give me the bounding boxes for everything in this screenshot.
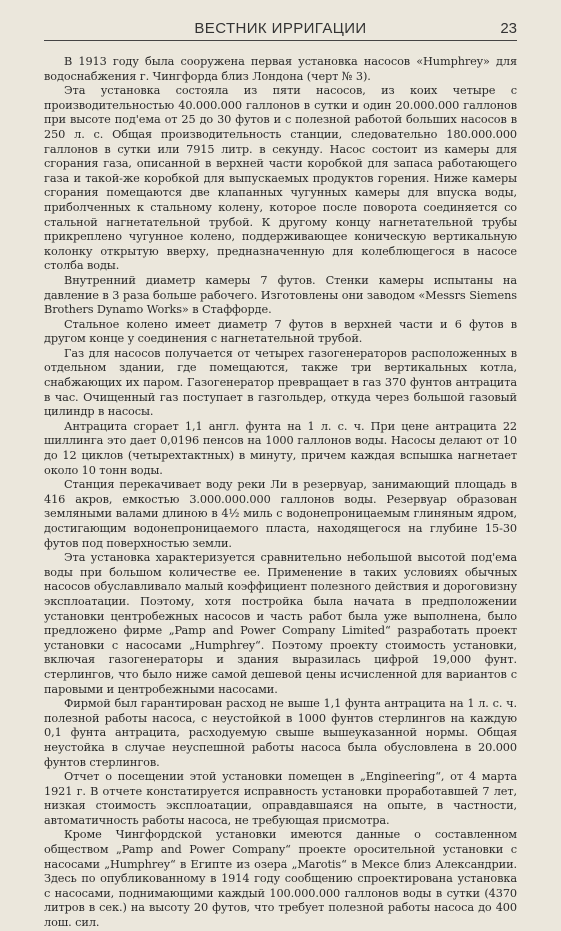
paragraph: Станция перекачивает воду реки Ли в резервуар, занимающий площадь в 416 акров, емкостью 3.000.000.000 галлонов воды. Резервуар образован земляными валами длиною в 4½ миль с водонепроницаемым глиняным ядром, достигающим водонепроницаемого пласта, находящегося на глубине 15-30 футов под поверхностью земли. xyxy=(44,478,517,550)
paragraph: Стальное колено имеет диаметр 7 футов в верхней части и 6 футов в другом конце у соединения с нагнетательной трубой. xyxy=(44,317,517,346)
journal-title: ВЕСТНИК ИРРИГАЦИИ xyxy=(194,20,367,37)
page-number: 23 xyxy=(500,20,517,37)
paragraph: Антрацита сгорает 1,1 англ. фунта на 1 л. с. ч. При цене антрацита 22 шиллинга это дает 0,0196 пенсов на 1000 галлонов воды. Насосы делают от 10 до 12 циклов (четырехтактных) в минуту, причем каждая вспышка нагнетает около 10 тонн воды. xyxy=(44,419,517,477)
page-header xyxy=(44,18,517,41)
paragraph: Газ для насосов получается от четырех газогенераторов расположенных в отдельном здании, где помещаются, также три вертикальных котла, снабжающих их паром. Газогенератор превращает в газ 370 фунтов антрацита в час. Очищенный газ поступает в газгольдер, откуда через большой газовый цилиндр в насосы. xyxy=(44,346,517,419)
article-body xyxy=(44,55,517,931)
paragraph: Фирмой был гарантирован расход не выше 1,1 фунта антрацита на 1 л. с. ч. полезной работы насоса, с неустойкой в 1000 фунтов стерлингов на каждую 0,1 фунта антрацита, расходуемую свыше вышеуказанной нормы. Общая неустойка в случае неуспешной работы насоса была обусловлена в 20.000 фунтов стерлингов. xyxy=(44,697,517,769)
paragraph: В 1913 году была сооружена первая установка насосов «Humphrey» для водоснабжения г. Чингфорда близ Лондона (черт № 3). xyxy=(44,55,517,83)
paragraph: Эта установка характеризуется сравнительно небольшой высотой под'ема воды при большом количестве ее. Применение в таких условиях обычных насосов обуславливало малый коэффициент полезного действия и дороговизну эксплоатации. Поэтому, хотя постройка была начата в предположении установки центробежных насосов и часть работ была уже выполнена, было предложено фирме „Pamp and Power Company Limited“ разработать проект установки с насосами „Humphrey“. Поэтому проекту стоимость установки, включая газогенераторы и здания выразилась цифрой 19,000 фунт. стерлингов, что было ниже самой дешевой цены исчисленной для вариантов с паровыми и центробежными насосами. xyxy=(44,551,517,696)
paragraph: Внутренний диаметр камеры 7 футов. Стенки камеры испытаны на давление в 3 раза больше рабочего. Изготовлены они заводом «Messrs Siemens Brothers Dynamo Works» в Стаффорде. xyxy=(44,273,517,317)
paragraph: Отчет о посещении этой установки помещен в „Engineering“, от 4 марта 1921 г. В отчете констатируется исправность установки проработавшей 7 лет, низкая стоимость эксплоатации, оправдавшаяся на опыте, в частности, автоматичность работы насоса, не требующая присмотра. xyxy=(44,770,517,827)
paragraph: Кроме Чингфордской установки имеются данные о составленном обществом „Pamp and Power Company“ проекте оросительной установки с насосами „Humphrey“ в Египте из озера „Marotis“ в Мексе близ Александрии. Здесь по опубликованному в 1914 году сообщению спроектирована установка с насосами, поднимающими каждый 100.000.000 галлонов воды в сутки (4370 литров в сек.) на высоту 20 футов, что требует полезной работы насоса до 400 лош. сил. xyxy=(44,828,517,930)
paragraph: Эта установка состояла из пяти насосов, из коих четыре с производительностью 40.000.000 галлонов в сутки и один 20.000.000 галлонов при высоте под'ема от 25 до 30 футов и с полезной работой больших насосов в 250 л. с. Общая производительность станции, следовательно 180.000.000 галлонов в сутки или 7915 литр. в секунду. Насос состоит из камеры для сгорания газа, описанной в верхней части коробкой для запаса работающего газа и такой-же коробкой для выпускаемых продуктов горения. Ниже камеры сгорания помещаются две клапанных чугунных камеры для впуска воды, приболченных к стальному колену, которое после поворота соединяется со стальной нагнетательной трубой. К другому концу нагнетательной трубы прикреплено чугунное колено, поддерживающее коническую вертикальную колонку открытую вверху, предназначенную для колеблющегося в насосе столба воды. xyxy=(44,84,517,273)
